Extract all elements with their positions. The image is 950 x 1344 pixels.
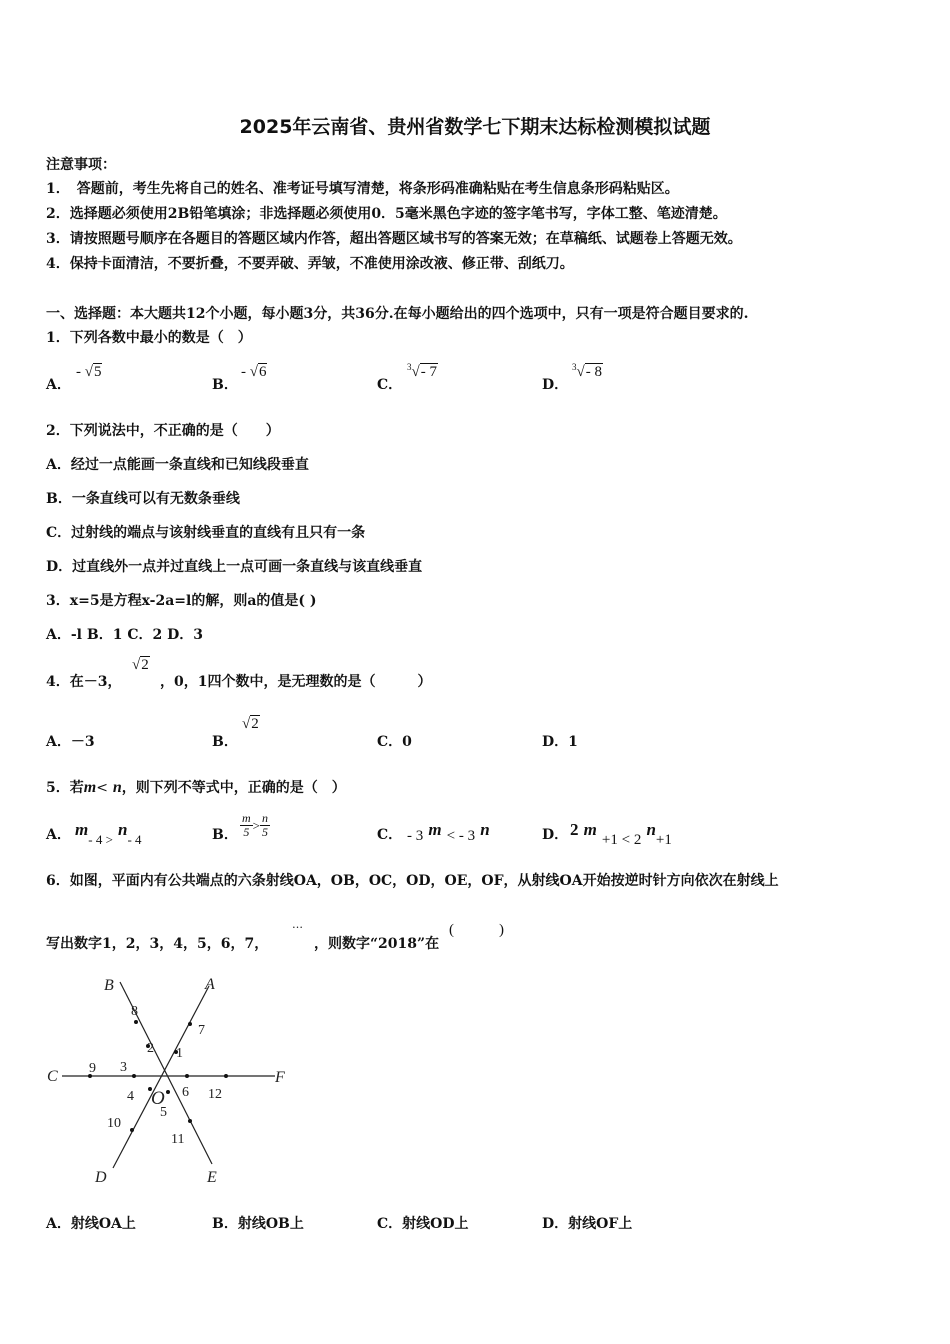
q6-line-1: 如图，平面内有公共端点的六条射线OA，OB，OC，OD，OE，OF，从射线OA开始按逆时针方向依次在射线上 bbox=[69, 873, 779, 889]
label-E: E bbox=[207, 1169, 217, 1186]
q3-options: A．-l B．1 C．2 D．3 bbox=[46, 627, 203, 643]
q5-b-frac-2 bbox=[260, 812, 270, 839]
point-7 bbox=[188, 1022, 192, 1026]
q5-b-num2: n bbox=[262, 811, 269, 825]
q4-number: 4． bbox=[46, 674, 70, 690]
num-3: 3 bbox=[120, 1060, 127, 1075]
q2-option-d: D．过直线外一点并过直线上一点可画一条直线与该直线垂直 bbox=[46, 559, 423, 575]
notice-item-4: 4．保持卡面清洁，不要折叠，不要弄破、弄皱，不准使用涂改液、修正带、刮纸刀。 bbox=[46, 256, 574, 272]
num-5: 5 bbox=[160, 1105, 167, 1120]
q2-option-b: B．一条直线可以有无数条垂线 bbox=[46, 491, 240, 507]
notice-item-1: 1． 答题前，考生先将自己的姓名、准考证号填写清楚，将条形码准确粘贴在考生信息条形码粘贴区。 bbox=[46, 181, 679, 197]
q4-sqrt: √2 bbox=[132, 657, 149, 673]
q4-label-a: A． bbox=[46, 734, 71, 750]
question-1 bbox=[46, 327, 252, 347]
q1-c-index: 3 bbox=[407, 362, 412, 372]
q1-a-radicand: 5 bbox=[93, 364, 102, 380]
q5-d-n: n bbox=[646, 820, 656, 839]
num-8: 8 bbox=[131, 1004, 138, 1019]
q4-sqrt-radicand: 2 bbox=[141, 657, 149, 673]
q5-d-coef: 2 bbox=[570, 820, 579, 839]
q1-stem: 下列各数中最小的数是（ ） bbox=[69, 330, 252, 346]
q1-option-b: - √6 bbox=[241, 364, 267, 380]
num-4: 4 bbox=[127, 1089, 134, 1104]
q1-label-d: D． bbox=[542, 377, 569, 393]
q5-b-frac-1 bbox=[240, 812, 253, 839]
q5-label-d: D． bbox=[542, 827, 569, 843]
point-11 bbox=[188, 1119, 192, 1123]
num-10: 10 bbox=[107, 1116, 121, 1131]
q4-label-d: D． bbox=[542, 734, 569, 750]
q2-stem: 下列说法中，不正确的是（ ） bbox=[69, 423, 280, 439]
num-7: 7 bbox=[198, 1023, 205, 1038]
q5-label-a: A． bbox=[46, 827, 71, 843]
q1-b-sign: - bbox=[241, 364, 246, 380]
q3-number: 3． bbox=[46, 593, 70, 609]
label-D: D bbox=[95, 1169, 107, 1186]
q1-label-c: C． bbox=[377, 377, 403, 393]
num-6: 6 bbox=[182, 1085, 189, 1100]
q4-c-value: 0 bbox=[402, 734, 412, 750]
q1-option-c: $^3$√- 7 bbox=[407, 362, 437, 380]
q5-d-end: +1 bbox=[655, 832, 672, 848]
q5-number: 5． bbox=[46, 780, 70, 796]
q5-var-m: m bbox=[83, 779, 97, 796]
q2-option-c: C．过射线的端点与该射线垂直的直线有且只有一条 bbox=[46, 525, 366, 541]
q1-label-a: A． bbox=[46, 377, 71, 393]
q5-a-n-sub: - 4 bbox=[127, 832, 142, 847]
q6-line-2-pre: 写出数字1，2，3，4，5，6，7， bbox=[46, 936, 269, 952]
q5-lt: < bbox=[96, 780, 108, 796]
q4-stem-post: ，0，1四个数中，是无理数的是（ ） bbox=[160, 674, 432, 690]
q1-option-a: - √5 bbox=[76, 364, 102, 380]
q6-line-2 bbox=[46, 933, 268, 953]
q1-b-radicand: 6 bbox=[258, 364, 267, 380]
point-8 bbox=[134, 1020, 138, 1024]
q5-b-den1: 5 bbox=[243, 825, 250, 839]
q4-option-b: √2 bbox=[242, 716, 259, 732]
ray-line-ad bbox=[113, 986, 209, 1168]
q5-label-c: C． bbox=[377, 827, 403, 843]
q5-c-n: n bbox=[480, 820, 490, 839]
q5-option-a bbox=[75, 820, 142, 847]
notice-heading: 注意事项： bbox=[46, 157, 116, 173]
q6-option-a: A．射线OA上 bbox=[46, 1216, 136, 1232]
notice-item-3: 3．请按照题号顺序在各题目的答题区域内作答，超出答题区域书写的答案无效；在草稿纸、试题卷上答题无效。 bbox=[46, 231, 742, 247]
q1-label-b: B． bbox=[212, 377, 238, 393]
question-4 bbox=[46, 671, 122, 691]
q6-line-2-post: ，则数字“2018”在 bbox=[314, 936, 440, 952]
q1-d-index: 3 bbox=[572, 362, 577, 372]
section-heading: 一、选择题：本大题共12个小题，每小题3分，共36分.在每小题给出的四个选项中，只有一项是符合题目要求的. bbox=[46, 306, 749, 322]
q6-dots: … bbox=[292, 918, 303, 931]
q4-b-radicand: 2 bbox=[251, 716, 259, 732]
q5-a-n: n bbox=[118, 820, 128, 839]
label-C: C bbox=[47, 1068, 58, 1085]
q4-d-value: 1 bbox=[568, 734, 578, 750]
q5-stem-post: ，则下列不等式中，正确的是（ ） bbox=[121, 780, 346, 796]
q5-label-b: B． bbox=[212, 827, 238, 843]
q5-b-op: > bbox=[252, 818, 261, 833]
q4-stem-pre: 在－3， bbox=[69, 674, 122, 690]
num-12: 12 bbox=[208, 1087, 222, 1102]
q5-option-c bbox=[407, 820, 490, 844]
q1-option-d: $^3$√- 8 bbox=[572, 362, 602, 380]
question-3 bbox=[46, 590, 317, 610]
q5-var-n: n bbox=[112, 779, 122, 796]
point-6 bbox=[185, 1074, 189, 1078]
q5-option-b bbox=[240, 812, 270, 839]
q6-number: 6． bbox=[46, 873, 70, 889]
q2-option-a: A．经过一点能画一条直线和已知线段垂直 bbox=[46, 457, 309, 473]
q4-option-d bbox=[542, 731, 578, 751]
q5-b-den2: 5 bbox=[262, 825, 269, 839]
num-11: 11 bbox=[171, 1132, 185, 1147]
question-2 bbox=[46, 420, 280, 440]
q4-a-value: －3 bbox=[70, 734, 95, 750]
point-5 bbox=[166, 1090, 170, 1094]
point-10 bbox=[130, 1128, 134, 1132]
page-title: 2025年云南省、贵州省数学七下期末达标检测模拟试题 bbox=[239, 116, 711, 138]
num-1: 1 bbox=[176, 1046, 183, 1061]
q1-number: 1． bbox=[46, 330, 70, 346]
q6-option-d: D．射线OF上 bbox=[542, 1216, 633, 1232]
num-2: 2 bbox=[147, 1041, 154, 1056]
q1-d-radicand: - 8 bbox=[585, 364, 602, 380]
question-5 bbox=[46, 777, 346, 797]
q5-option-d bbox=[570, 820, 672, 848]
q4-option-a bbox=[46, 731, 95, 751]
q6-answer-paren: ( ) bbox=[449, 922, 504, 938]
q5-stem-pre: 若 bbox=[69, 780, 84, 796]
rays-figure bbox=[40, 968, 300, 1190]
q5-c-m: m bbox=[428, 820, 442, 839]
label-O: O bbox=[151, 1088, 165, 1109]
q4-label-b: B． bbox=[212, 734, 238, 750]
label-B: B bbox=[104, 977, 114, 994]
q3-stem: x=5是方程x-2a=l的解，则a的值是( ) bbox=[69, 593, 317, 609]
label-A: A bbox=[205, 976, 215, 993]
q5-d-m: m bbox=[583, 820, 597, 839]
q5-c-coef1: - 3 bbox=[407, 828, 424, 844]
q5-b-num1: m bbox=[242, 811, 251, 825]
q4-label-c: C． bbox=[377, 734, 403, 750]
point-12 bbox=[224, 1074, 228, 1078]
q5-a-m: m bbox=[75, 820, 89, 839]
q2-number: 2． bbox=[46, 423, 70, 439]
num-9: 9 bbox=[89, 1061, 96, 1076]
q5-c-op: < - 3 bbox=[446, 828, 476, 844]
q5-a-m-sub: - 4 > bbox=[88, 832, 113, 847]
label-F: F bbox=[275, 1069, 285, 1086]
notice-item-2: 2．选择题必须使用2B铅笔填涂；非选择题必须使用0．5毫米黑色字迹的签字笔书写，字体工整、笔迹清楚。 bbox=[46, 206, 727, 222]
q1-c-radicand: - 7 bbox=[420, 364, 437, 380]
q1-a-sign: - bbox=[76, 364, 81, 380]
q6-option-c: C．射线OD上 bbox=[377, 1216, 469, 1232]
q5-d-mid: +1 < 2 bbox=[601, 832, 642, 848]
q6-option-b: B．射线OB上 bbox=[212, 1216, 304, 1232]
q4-option-c bbox=[377, 731, 412, 751]
point-3 bbox=[132, 1074, 136, 1078]
question-6 bbox=[46, 870, 779, 890]
